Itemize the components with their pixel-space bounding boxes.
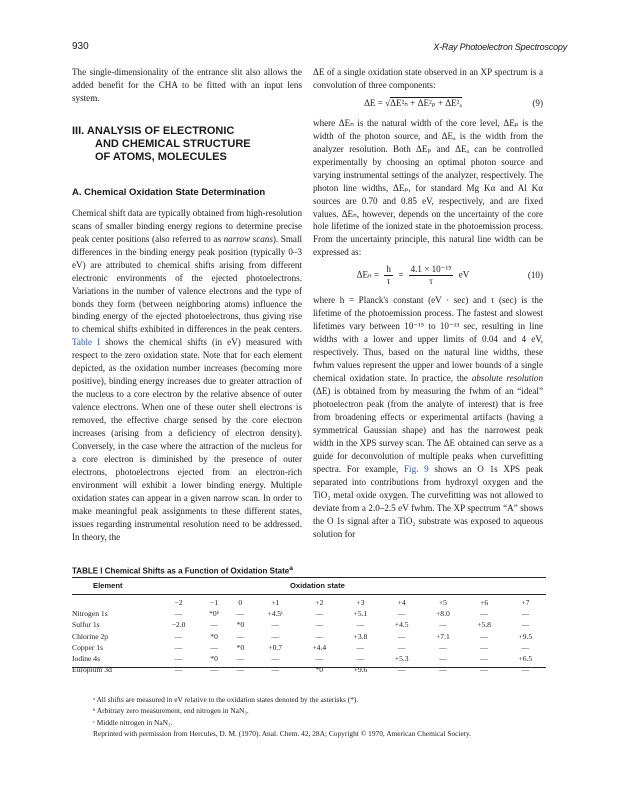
table-cell: —	[480, 654, 488, 664]
table-cell	[72, 597, 158, 608]
table-cell: +3.8	[353, 631, 368, 641]
equation-number: (10)	[527, 270, 543, 281]
sqrt-sign: √	[385, 97, 391, 108]
table-cell: —	[397, 665, 406, 675]
table-row	[72, 642, 546, 653]
element-label: Copper 1s	[72, 642, 104, 652]
table-cell: —	[315, 609, 324, 619]
table-cell: —	[439, 642, 447, 652]
section-heading-line-3: OF ATOMS, MOLECULES	[95, 150, 227, 163]
numerator: h	[386, 264, 391, 275]
table-link[interactable]: Table I	[72, 337, 101, 348]
footnote: Reprinted with permission from Hercules, D. M. (1970). Anal. Chem. 42, 28A; Copyright © 1970, American Chemical Society.	[93, 729, 471, 739]
element-label: Europium 3d	[72, 665, 112, 675]
state-header: +5	[438, 598, 447, 608]
text-run: (ΔE) is obtained from by measuring the fwhm of an “ideal” photoelectron peak (from the analyte of interest) that is free from broadening effects or experimental artifacts (having a symmetrical Gaussian shape) and has the narrowest peak width in the XPS survey scan. The ΔE obtained can serve as a guide for deconvolution of multiple peaks when curvefitting spectra. For example,	[313, 386, 543, 474]
table-cell: +5.8	[477, 620, 491, 630]
table-cell: —	[356, 620, 365, 630]
table-state-header-row	[72, 597, 546, 608]
table-cell: +9.6	[353, 665, 368, 675]
table-cell: +5.1	[353, 609, 368, 619]
paragraph	[313, 294, 543, 540]
table-cell: —	[271, 620, 279, 630]
equation-radicand: ΔE²ₙ + ΔE²ₚ + ΔE²ₐ	[390, 97, 462, 108]
table-cell: —	[480, 665, 488, 675]
element-label: Sulfur 1s	[72, 620, 100, 630]
table-cell: +0.7	[268, 642, 283, 652]
table-cell: —	[236, 665, 245, 675]
table-cell: —	[210, 665, 218, 675]
element-label: Iodine 4s	[72, 654, 101, 664]
state-header: −2	[174, 598, 183, 608]
table-title	[72, 565, 293, 576]
paragraph: ΔE of a single oxidation state observed in an XP spectrum is a convolution of three components:	[313, 67, 543, 90]
table-cell: —	[480, 609, 488, 619]
italic-term: absolute resolution	[471, 373, 543, 384]
table-cell: —	[480, 642, 488, 652]
table-footnotes	[93, 694, 471, 740]
element-label: Nitrogen 1s	[72, 609, 108, 619]
table-row	[72, 619, 546, 630]
footnote: ᵇ Arbitrary zero measurement, end nitrogen in NaN₃.	[93, 706, 249, 716]
table-cell: +6.5	[518, 654, 533, 664]
table-cell: *0	[210, 654, 218, 664]
denominator: τ	[429, 276, 433, 287]
equation-9	[313, 97, 543, 110]
fraction	[384, 264, 393, 287]
table-bottom-rule	[72, 667, 546, 668]
equation-number: (9)	[532, 97, 543, 108]
state-header: +4	[397, 598, 406, 608]
table-row	[72, 631, 546, 642]
page-number: 930	[72, 41, 89, 52]
table-col-oxidation-state: Oxidation state	[290, 581, 345, 590]
state-header: +1	[271, 598, 280, 608]
table-cell: —	[397, 642, 406, 652]
table-cell: +4.5	[394, 620, 409, 630]
table-cell: +4.4	[312, 642, 327, 652]
table-cell: *0ᵇ	[209, 609, 220, 619]
table-cell: —	[210, 620, 218, 630]
table-cell: —	[356, 654, 365, 664]
text-run: ). Small differences in the binding energy peak position (typically 0–3 eV) are attributed to chemical shifts arising from different electronic environments of the ejected photoelectrons. Variations in the number of valence electrons and the type of bonds they form (between neighboring atoms) influence the binding energy of the ejected photoelectrons, thus giving rise to chemical shifts exhibited in differences in the peak centers.	[72, 233, 302, 335]
state-header: 0	[238, 598, 243, 608]
table-cell: —	[439, 620, 447, 630]
table-cell: —	[271, 665, 279, 675]
table-cell: —	[521, 609, 530, 619]
table-cell: +7.1	[435, 631, 450, 641]
chemical-shift-table	[72, 597, 546, 675]
text-run: shows the chemical shifts (in eV) measured with respect to the zero oxidation state. Note that for each element depicted, as the oxidation number increases (becoming more positive), binding energy increases due to greater attraction of the nucleus to a core electron by the relative absence of outer valence electrons. When one of these outer shell electrons is removed, the effective charge sensed by the core electron increases (arising from a deficiency of electron density). Conversely, in the case where the attraction of the nucleus for a core electron is diminished by the presence of outer electrons, photoelectrons ejected from an electron-rich environment will exhibit a lower binding energy. Multiple oxidation states can appear in a given narrow scan. In order to make meaningful peak assignments to these different states, issues regarding instrumental resolution need to be addressed. In theory, the	[72, 337, 302, 542]
table-cell: —	[315, 631, 324, 641]
paragraph: where ΔEₙ is the natural width of the core level, ΔEₚ is the width of the photon source, and ΔEₐ is the width from the analyzer resolution. Both ΔEₚ and ΔEₐ can be controlled experimentally by choosing an optimal photon source and varying instrumental settings of the analyzer, respectively. The photon line widths, ΔEₚ, for standard Mg Kα and Al Kα sources are 0.70 and 0.85 eV, respectively, and are fixed values. ΔEₙ, however, depends on the uncertainty of the core hole lifetime of the ionized state in the photoemission process. From the uncertainty principle, this natural line width can be expressed as:	[313, 117, 543, 258]
italic-term: narrow scans	[223, 233, 273, 244]
equation-lhs: ΔE =	[364, 97, 386, 108]
left-column	[72, 66, 302, 544]
state-header: −1	[210, 598, 219, 608]
table-cell: —	[236, 631, 245, 641]
footnote: ᶜ Middle nitrogen in NaN₃.	[93, 717, 173, 727]
body-paragraph	[72, 207, 302, 544]
section-heading-line-1: III. ANALYSIS OF ELECTRONIC	[72, 124, 235, 137]
table-cell: —	[236, 609, 245, 619]
figure-link[interactable]: Fig. 9	[403, 463, 429, 474]
table-cell: —	[315, 654, 324, 664]
state-header: +3	[356, 598, 365, 608]
table-cell: +8.0	[435, 609, 450, 619]
table-col-element: Element	[93, 581, 123, 590]
table-cell: −2.0	[171, 620, 186, 630]
table-row	[72, 608, 546, 619]
state-header: +2	[315, 598, 324, 608]
table-row	[72, 664, 546, 675]
table-cell: —	[271, 631, 279, 641]
table-cell: —	[356, 642, 365, 652]
section-heading	[72, 125, 302, 164]
table-cell: —	[174, 609, 183, 619]
equation-10	[313, 264, 543, 287]
table-row	[72, 653, 546, 664]
table-cell: +4.5ᶜ	[267, 609, 284, 619]
table-cell: —	[210, 642, 218, 652]
table-cell: —	[271, 654, 279, 664]
denominator: τ	[386, 276, 391, 287]
table-cell: —	[236, 654, 245, 664]
state-header: +6	[480, 598, 489, 608]
table-cell: —	[521, 642, 530, 652]
table-cell: —	[174, 631, 183, 641]
table-cell: —	[480, 631, 488, 641]
table-cell: —	[521, 620, 530, 630]
equals: =	[398, 269, 406, 280]
state-header: +7	[521, 598, 530, 608]
table-title-text: TABLE I Chemical Shifts as a Function of Oxidation State	[72, 566, 290, 576]
table-cell: —	[439, 665, 447, 675]
table-cell: *0	[210, 631, 218, 641]
table-cell: —	[174, 654, 183, 664]
table-cell: —	[397, 609, 406, 619]
text-run: Chemical shift data are typically obtained from high-resolution scans of smaller binding energy regions to determine precise peak center positions (also referred to as	[72, 207, 302, 244]
text-run: shows an O 1s XPS peak separated into contributions from hydroxyl oxygen and the TiO₂ metal oxide oxygen. The curvefitting was not allowed to deviate from a 2.0–2.5 eV fwhm. The XP spectrum “A” shows the O 1s signal after a TiO₂ substrate was exposed to aqueous solution for	[313, 463, 543, 539]
table-title-sup: a	[289, 565, 293, 572]
subsection-heading: A. Chemical Oxidation State Determination	[72, 186, 266, 198]
table-cell: —	[397, 631, 406, 641]
text-run: where h = Planck's constant (eV · sec) and τ (sec) is the lifetime of the photoemission process. The fastest and slowest lifetimes vary between 10⁻¹⁵ to 10⁻¹³ sec, resulting in line widths with a lower and upper limits of 0.04 and 4 eV, respectively. Thus, based on the natural line widths, these fwhm values represent the upper and lower bounds of a single chemical oxidation state. In practice, the	[313, 295, 543, 384]
table-top-rule	[72, 577, 546, 578]
running-title: X-Ray Photoelectron Spectroscopy	[433, 42, 567, 52]
table-cell: —	[315, 620, 324, 630]
table-header-rule	[72, 594, 546, 595]
table-cell: —	[174, 665, 183, 675]
section-heading-line-2: AND CHEMICAL STRUCTURE	[95, 137, 251, 150]
table-cell: —	[521, 665, 530, 675]
intro-paragraph: The single-dimensionality of the entrance slit also allows the added benefit for the CHA to be fitted with an input lens system.	[72, 67, 302, 103]
table-cell: —	[439, 654, 447, 664]
table-cell: +9.5	[518, 631, 533, 641]
table-cell: +5.3	[394, 654, 409, 664]
footnote: ᵃ All shifts are measured in eV relative to the oxidation states denoted by the asterisks (*).	[93, 695, 359, 704]
element-label: Chlorine 2p	[72, 631, 109, 641]
table-cell: —	[174, 642, 183, 652]
equation-lhs: ΔEₙ =	[356, 269, 382, 280]
fraction	[409, 264, 454, 287]
unit: eV	[458, 269, 470, 280]
table-cell: *0	[236, 642, 245, 652]
right-column	[313, 66, 543, 540]
table-cell: *0	[315, 665, 324, 675]
table-cell: *0	[236, 620, 245, 630]
numerator: 4.1 × 10⁻¹⁵	[410, 264, 452, 275]
